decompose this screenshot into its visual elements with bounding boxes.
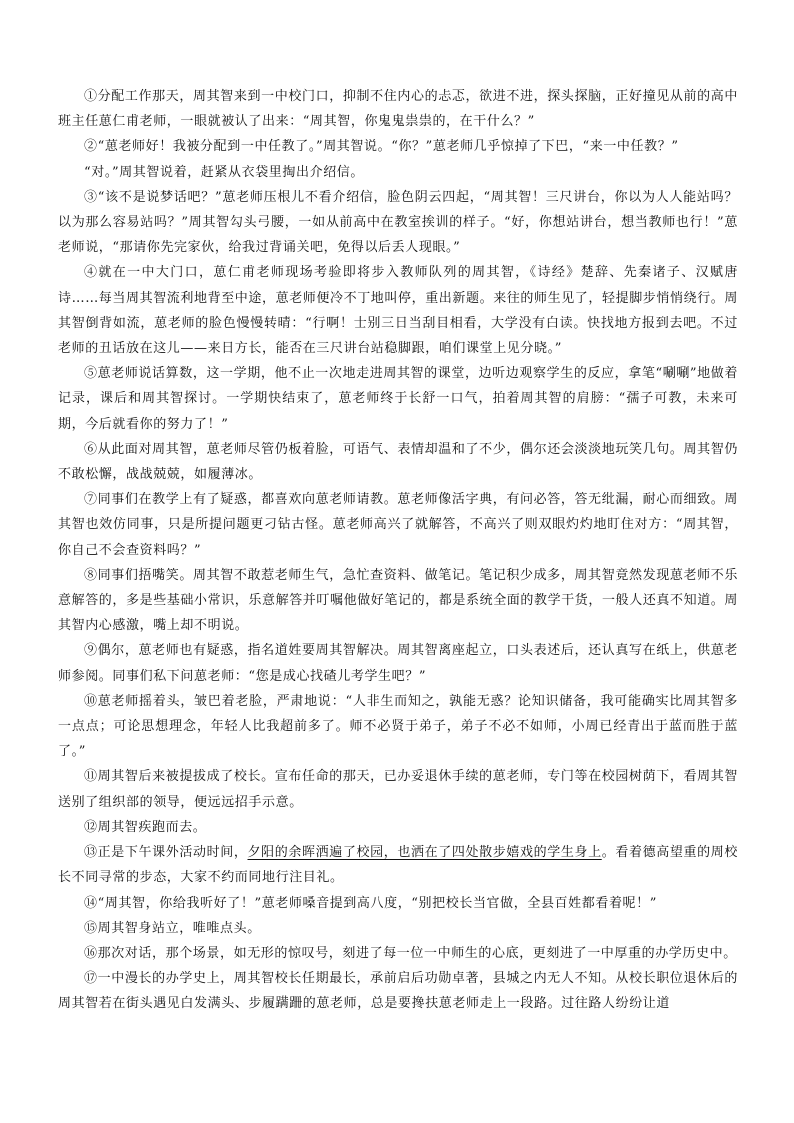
paragraph-13-underlined: 夕阳的余晖洒遍了校园，也洒在了四处散步嬉戏的学生身上 xyxy=(247,845,602,861)
paragraph-11: ⑪周其智后来被提拔成了校长。宣布任命的那天，已办妥退休手续的葸老师，专门等在校园树荫下，看周其智送别了组织部的领导，便远远招手示意。 xyxy=(58,769,738,810)
paragraph-17: ⑰一中漫长的办学史上，周其智校长任期最长，承前启后功勋卓著，县城之内无人不知。从校长职位退休后的周其智若在街头遇见白发满头、步履蹒跚的葸老师，总是要搀扶葸老师走上一段路。过往路人纷纷让道 xyxy=(58,971,738,1012)
paragraph-1: ①分配工作那天，周其智来到一中校门口，抑制不住内心的忐忑，欲进不进，探头探脑，正好撞见从前的高中班主任葸仁甫老师，一眼就被认了出来：“周其智，你鬼鬼祟祟的，在干什么？” xyxy=(58,89,738,130)
paragraph-2: ②“葸老师好！我被分配到一中任教了。”周其智说。“你？”葸老师几乎惊掉了下巴，“来一中任教？” xyxy=(84,139,679,155)
paragraph-3: ③“该不是说梦话吧？”葸老师压根儿不看介绍信，脸色阴云四起，“周其智！三尺讲台，你以为人人能站吗？以为那么容易站吗？”周其智勾头弓腰，一如从前高中在教室挨训的样子。“好，你想站讲台，想当教师也行！”葸老师说，“那请你先完家伙，给我过背诵关吧，免得以后丢人现眼。” xyxy=(58,189,738,256)
paragraph-13-before: ⑬正是下午课外活动时间， xyxy=(84,845,248,861)
paragraph-9: ⑨偶尔，葸老师也有疑惑，指名道姓要周其智解决。周其智离座起立，口头表述后，还认真写在纸上，供葸老师参阅。同事们私下问葸老师：“您是成心找碴儿考学生吧？” xyxy=(58,643,738,684)
paragraph-10: ⑩葸老师摇着头，皱巴着老脸，严肃地说：“人非生而知之，孰能无惑？论知识储备，我可能确实比周其智多一点点；可论思想理念，年轻人比我超前多了。师不必贤于弟子，弟子不必不如师，小周已经青出于蓝而胜于蓝了。” xyxy=(58,693,738,760)
paragraph-16: ⑯那次对话，那个场景，如无形的惊叹号，刻进了每一位一中师生的心底，更刻进了一中厚重的办学历史中。 xyxy=(84,945,737,961)
paragraph-12: ⑫周其智疾跑而去。 xyxy=(84,819,207,835)
paragraph-7: ⑦同事们在教学上有了疑惑，都喜欢向葸老师请教。葸老师像活字典，有问必答，答无纰漏，耐心而细致。周其智也效仿同事，只是所提问题更刁钻古怪。葸老师高兴了就解答，不高兴了则双眼灼灼地盯住对方：“周其智，你自己不会查资料吗？” xyxy=(58,492,738,558)
article-body xyxy=(58,84,738,1017)
paragraph-4: ④就在一中大门口，葸仁甫老师现场考验即将步入教师队列的周其智，《诗经》楚辞、先秦诸子、汉赋唐诗……每当周其智流利地背至中途，葸老师便冷不丁地叫停，重出新题。来往的师生见了，轻提脚步悄悄绕行。周其智倒背如流，葸老师的脸色慢慢转晴：“行啊！士别三日当刮目相看，大学没有白读。快找地方报到去吧。不过老师的丑话放在这儿——来日方长，能否在三尺讲台站稳脚跟，咱们课堂上见分晓。” xyxy=(58,265,739,357)
paragraph-6: ⑥从此面对周其智，葸老师尽管仍板着脸，可语气、表情却温和了不少，偶尔还会淡淡地玩笑几句。周其智仍不敢松懈，战战兢兢，如履薄冰。 xyxy=(58,441,738,483)
paragraph-13 xyxy=(58,840,738,890)
paragraph-5: ⑤葸老师说话算数，这一学期，他不止一次地走进周其智的课堂，边听边观察学生的反应，拿笔“唰唰”地做着记录，课后和周其智探讨。一学期快结束了，葸老师终于长舒一口气，拍着周其智的肩膀：“孺子可教，未来可期，今后就看你的努力了！” xyxy=(58,366,738,432)
paragraph-13-after: 。看着德高望重的周校长不同寻常的步态，大家不约而同地行注目礼。 xyxy=(58,845,738,886)
paragraph-2b: “对。”周其智说着，赶紧从衣袋里掏出介绍信。 xyxy=(84,164,364,180)
paragraph-14: ⑭“周其智，你给我听好了！”葸老师嗓音提到高八度，“别把校长当官做，全县百姓都看着呢！” xyxy=(84,895,657,911)
paragraph-8: ⑧同事们捂嘴笑。周其智不敢惹老师生气，急忙查资料、做笔记。笔记积少成多，周其智竟然发现葸老师不乐意解答的，多是些基础小常识，乐意解答并叮嘱他做好笔记的，都是系统全面的教学干货，一般人还真不知道。周其智内心感激，嘴上却不明说。 xyxy=(58,567,739,634)
paragraph-15: ⑮周其智身站立，唯唯点头。 xyxy=(84,920,261,936)
